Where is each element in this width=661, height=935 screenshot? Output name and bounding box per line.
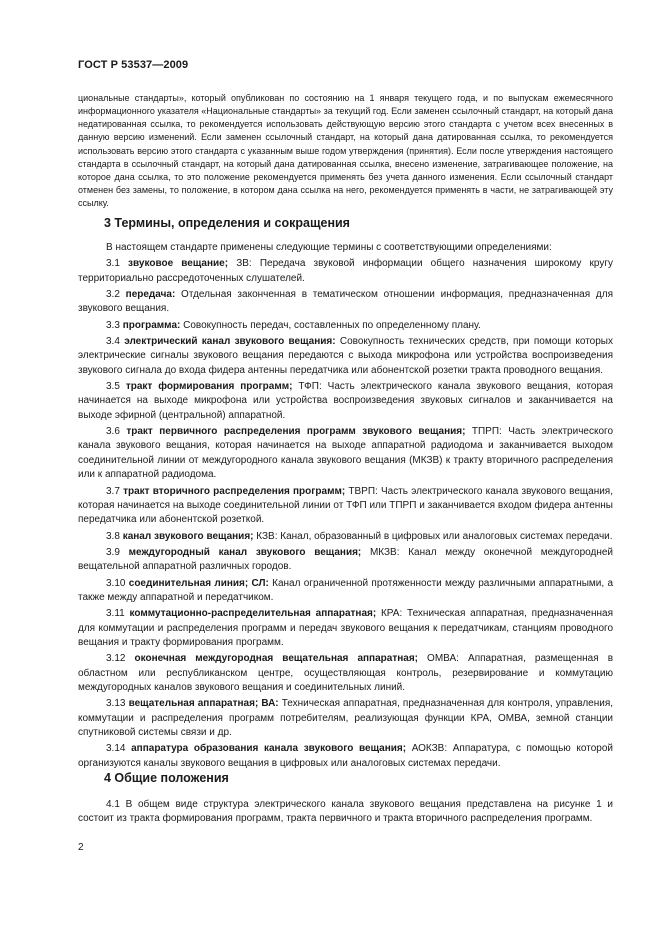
term-definition [78,319,613,333]
term-text: КРА: Техническая аппаратная, предназначенная для коммутации и распределения программ и передач звукового вещания к передатчикам, станциям проводного вещания и тракту формирования программ. [78,608,614,648]
term-text: ТФП: Часть электрического канала звукового вещания, которая начинается на выходе микрофона или устройства воспроизведения звуковых сигналов и заканчивается на выходе эфирной (центральной) аппаратной. [78,381,614,421]
term-definition [78,485,613,528]
term-text: ЗВ: Передача звуковой информации общего назначения широкому кругу территориально рассредоточенных слушателей. [78,258,613,284]
term-number: 3.13 [106,698,126,710]
term-name: программа: [122,319,181,331]
term-name: вещательная аппаратная; ВА: [128,698,279,710]
term-name: тракт формирования программ; [125,381,293,393]
term-definition [78,577,613,606]
term-text: Совокупность передач, составленных по определенному плану. [180,319,481,331]
term-text: Техническая аппаратная, предназначенная для контроля, управления, коммутации и распределения программ потребителям, реализующая функции КРА, ОМВА, земной станции спутниковой системы связи и др. [78,698,614,738]
term-name: оконечная междугородная вещательная аппаратная; [134,653,418,665]
section-3-lead: В настоящем стандарте применены следующие термины с соответствующими определениями: [106,242,552,253]
term-name: тракт вторичного распределения программ; [123,485,346,497]
term-definition [78,380,613,423]
term-definition [78,742,613,771]
section-4-paragraph: 4.1 В общем виде структура электрического канала звукового вещания представлена на рисунке 1 и состоит из тракта формирования программ, тракта первичного и тракта вторичного распределения программ. [78,799,613,825]
terms-list [78,257,613,771]
term-definition [78,288,613,317]
term-name: звуковое вещание; [128,258,229,270]
term-text: Канал ограниченной протяженности между различными аппаратными, а также между аппаратной и передатчиком. [78,577,614,603]
term-text: Отдельная законченная в тематическом отношении информация, предназначенная для звукового вещания. [78,289,613,315]
term-text: ТВРП: Часть электрического канала звукового вещания, которая начинается на выходе соединительной линии от ТФП или ТПРП и заканчивается входом фидера антенны передатчика или абонентской розеткой. [78,485,613,526]
term-number: 3.4 [106,336,120,348]
term-text: АОКЗВ: Аппаратура, с помощью которой организуются каналы звукового вещания в цифровых или аналоговых системах передачи. [78,743,613,769]
term-name: электрический канал звукового вещания: [124,336,336,348]
section-4-title: 4 Общие положения [104,771,229,785]
term-number: 3.2 [106,289,120,301]
term-text: Совокупность технических средств, при помощи которых электрические сигналы звукового вещания передаются с выхода микрофона или устройства воспроизведения звукового сигнала до входа фидера антенны передатчика или абонентской розетки тракта проводного вещания. [78,336,613,376]
term-number: 3.14 [106,743,126,755]
section-4-body [78,798,613,829]
term-name: междугородный канал звукового вещания; [128,546,362,558]
term-definition [78,697,613,740]
doc-header-code: ГОСТ Р 53537—2009 [78,59,189,71]
term-number: 3.1 [106,258,120,270]
intro-paragraph: циональные стандарты», который опубликован по состоянию на 1 января текущего года, и по выпускам ежемесячного информационного указателя «Национальные стандарты» за текущий год. Если заменен ссылочный стандарт, на который дана недатированная ссылка, то рекомендуется использовать действующую версию этого стандарта с учетом всех внесенных в данную версию изменений. Если заменен ссылочный стандарт, на который дана датированная ссылка, то рекомендуется использовать версию этого стандарта с указанным выше годом утверждения (принятия). Если после утверждения настоящего стандарта в ссылочный стандарт, на который дана датированная ссылка, внесено изменение, затрагивающее положение, на которое дана ссылка, то это положение рекомендуется применять без учета данного изменения. Если ссылочный стандарт отменен без замены, то положение, в котором дана ссылка на него, рекомендуется применять в части, не затрагивающей эту ссылку. [78,93,613,209]
term-name: аппаратура образования канала звукового вещания; [131,743,407,755]
term-text: КЗВ: Канал, образованный в цифровых или аналоговых системах передачи. [253,530,613,542]
term-number: 3.12 [106,653,126,665]
term-number: 3.11 [106,608,125,620]
section-3-body [78,241,613,773]
term-number: 3.9 [106,546,120,558]
term-text: ТПРП: Часть электрического канала звукового вещания, которая начинается на выходе аппаратной радиодома и заканчивается выходом соединительной линии от междугородного канала звукового вещания (МКЗВ) к тракту вторичного распределения или к аппаратной радиодома. [78,426,614,481]
page-number: 2 [78,842,84,853]
term-definition [78,425,613,482]
term-name: соединительная линия; СЛ: [128,577,269,589]
term-number: 3.3 [106,319,120,331]
term-name: канал звукового вещания; [122,530,254,542]
term-number: 3.5 [106,381,120,393]
term-name: коммутационно-распределительная аппаратная; [129,608,377,620]
term-number: 3.8 [106,530,120,542]
term-definition [78,335,613,378]
term-number: 3.6 [106,426,120,438]
term-name: тракт первичного распределения программ звукового вещания; [126,426,466,438]
term-definition [78,257,613,286]
term-number: 3.10 [106,577,126,589]
term-definition [78,530,613,544]
term-text: МКЗВ: Канал между оконечной междугородней вещательной аппаратной различных городов. [78,546,613,573]
term-definition [78,546,613,575]
section-3-title: 3 Термины, определения и сокращения [104,216,350,230]
term-number: 3.7 [106,485,120,497]
term-definition [78,652,613,695]
term-name: передача: [125,289,176,301]
term-definition [78,607,613,650]
term-text: ОМВА: Аппаратная, размещенная в областном или республиканском центре, осуществляющая контроль, резервирование и коммутацию междугородных каналов звукового вещания и соединительных линий. [78,653,614,693]
